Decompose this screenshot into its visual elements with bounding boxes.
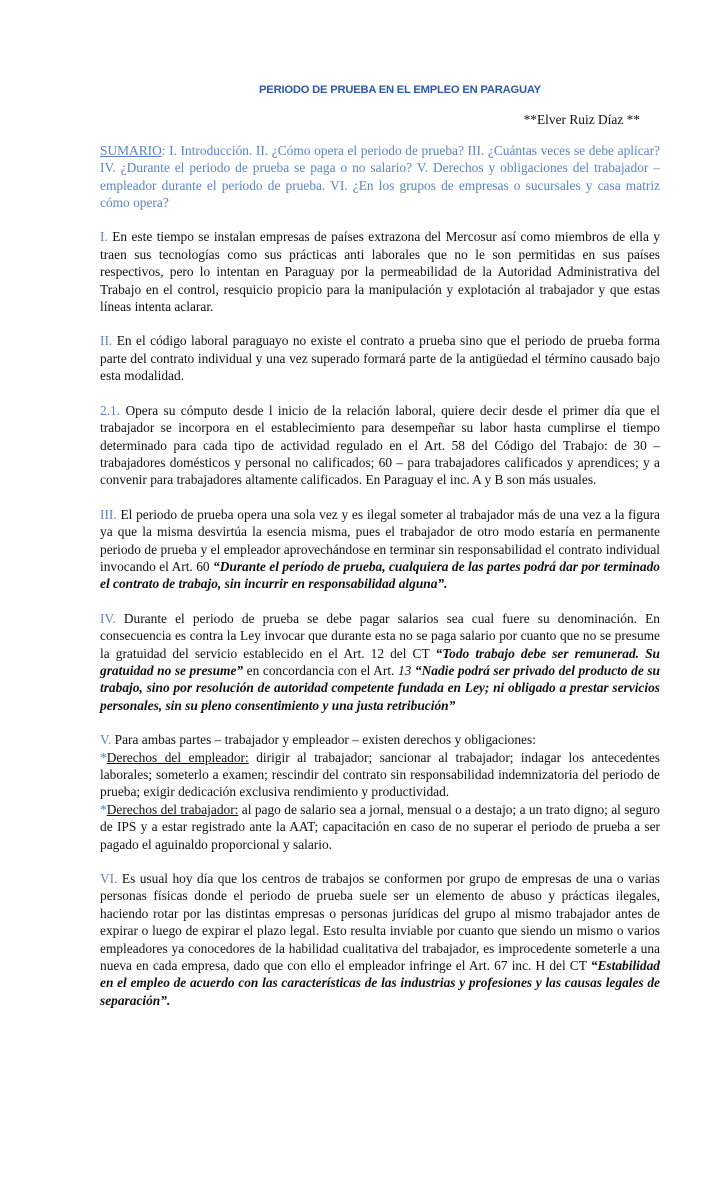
section-4-paragraph (100, 610, 660, 714)
employer-rights-paragraph (100, 749, 660, 801)
section-1-paragraph (100, 228, 660, 315)
section-2-paragraph (100, 332, 660, 384)
section-text: en concordancia con el Art. (243, 662, 398, 678)
section-text: En este tiempo se instalan empresas de países extrazona del Mercosur así como miembros de ella y traen sus tecnologías como sus prácticas anti laborales que no le son permitidas en sus países respectivos, pero lo intentan en Paraguay por la permeabilidad de la Autoridad Administrativa del Trabajo en el control, resquicio propicio para la manipulación y explotación al trabajador y que estas líneas intenta aclarar. (100, 229, 660, 315)
section-number: VI. (100, 871, 118, 887)
section-number: I. (100, 229, 108, 245)
section-text: Para ambas partes – trabajador y empleador – existen derechos y obligaciones: (111, 732, 536, 748)
article-number: 13 (397, 662, 412, 678)
legal-quote: “Todo trabajo debe ser remunerad. Su gratuidad no se presume” (100, 645, 660, 678)
section-3-paragraph (100, 506, 660, 593)
document-title: PERIODO DE PRUEBA EN EL EMPLEO EN PARAGUAY (259, 84, 541, 96)
summary-paragraph (100, 142, 660, 212)
section-5-paragraph (100, 731, 660, 748)
section-text: Es usual hoy día que los centros de trabajos se conformen por grupo de empresas de una o varias personas físicas donde el periodo de prueba suele ser un elemento de abuso y prácticas ilegales, haciendo rotar por las distintas empresas o personas jurídicas del grupo al mismo trabajador antes de expirar o luego de expirar el plazo legal. Esto resulta inviable por cuanto que siendo un mismo o varios empleadores ya conocedores de la habilidad cualitativa del trabajador, es improcedente someterle a una nueva en cada empresa, dado que con ello el empleador infringe el Art. 67 inc. H del CT (100, 871, 660, 974)
legal-quote: “Nadie podrá ser privado del producto de su trabajo, sino por resolución de autoridad competente fundada en Ley; ni obligado a prestar servicios personales, sin su pleno consentimiento y una justa retribución” (100, 662, 661, 713)
section-text: Durante el periodo de prueba se debe pagar salarios sea cual fuere su denominación. En consecuencia es contra la Ley invocar que durante esta no se paga salario por cuanto que no se presume la gratuidad del servicio establecido en el Art. 12 del CT (100, 610, 660, 661)
section-6-paragraph (100, 870, 660, 1009)
bullet-star: * (100, 801, 107, 817)
section-number: III. (100, 506, 117, 522)
section-2-1-paragraph (100, 402, 660, 489)
section-text: El periodo de prueba opera una sola vez y es ilegal someter al trabajador más de una vez a la figura ya que la misma desvirtúa la esencia misma, pues el trabajador de otro modo estaría en permanente periodo de prueba y el empleador aprovechándose en terminar sin responsabilidad el contrato individual invocando el Art. 60 (100, 506, 660, 574)
legal-quote: “Durante el período de prueba, cualquiera de las partes podrá dar por terminado el contrato de trabajo, sin incurrir en responsabilidad alguna”. (100, 558, 660, 592)
summary-text: : I. Introducción. II. ¿Cómo opera el periodo de prueba? III. ¿Cuántas veces se debe aplicar? IV. ¿Durante el periodo de prueba se paga o no salario? V. Derechos y obligaciones del trabajador – empleador durante el periodo de prueba. VI. ¿En los grupos de empresas o sucursales y casa matriz cómo opera? (100, 142, 660, 211)
worker-rights-text: al pago de salario sea a jornal, mensual o a destajo; a un trato digno; al seguro de IPS y a estar registrado ante la AAT; capacitación en caso de no superar el periodo de prueba a ser pagado el aguinaldo proporcional y salario. (100, 801, 660, 852)
section-number: II. (100, 333, 113, 349)
document-page (100, 82, 660, 1026)
employer-rights-text: dirigir al trabajador; sancionar al trabajador; indagar los antecedentes laborales; someterlo a examen; rescindir del contrato sin responsabilidad indemnizatoria del periodo de prueba; exigir dedicación exclusiva rendimiento y productividad. (100, 749, 660, 800)
section-text: Opera su cómputo desde l inicio de la relación laboral, quiere decir desde el primer día que el trabajador se incorpora en el establecimiento para desempeñar su labor hasta cumplirse el tiempo determinado para cada tipo de actividad regulado en el Art. 58 del Código del Trabajo: de 30 – trabajadores domésticos y personal no calificados; 60 – para trabajadores calificados y aprendices; y a convenir para trabajadores altamente calificados. En Paraguay el inc. A y B son más usuales. (100, 402, 660, 488)
author-line: **Elver Ruiz Díaz ** (523, 112, 640, 128)
section-text: En el código laboral paraguayo no existe el contrato a prueba sino que el periodo de prueba forma parte del contrato individual y una vez superado formará parte de la antigüedad el término causado bajo esta modalidad. (100, 333, 660, 384)
section-number: 2.1. (100, 402, 121, 418)
section-number: IV. (100, 610, 116, 626)
summary-label: SUMARIO (100, 142, 162, 158)
worker-rights-label: Derechos del trabajador: (106, 801, 239, 817)
employer-rights-label: Derechos del empleador: (106, 749, 249, 765)
section-number: V. (100, 732, 112, 748)
worker-rights-paragraph (100, 801, 660, 853)
bullet-star: * (100, 749, 107, 765)
legal-quote: “Estabilidad en el empleo de acuerdo con las características de las industrias y profesiones y las causas legales de separación”. (100, 958, 660, 1008)
